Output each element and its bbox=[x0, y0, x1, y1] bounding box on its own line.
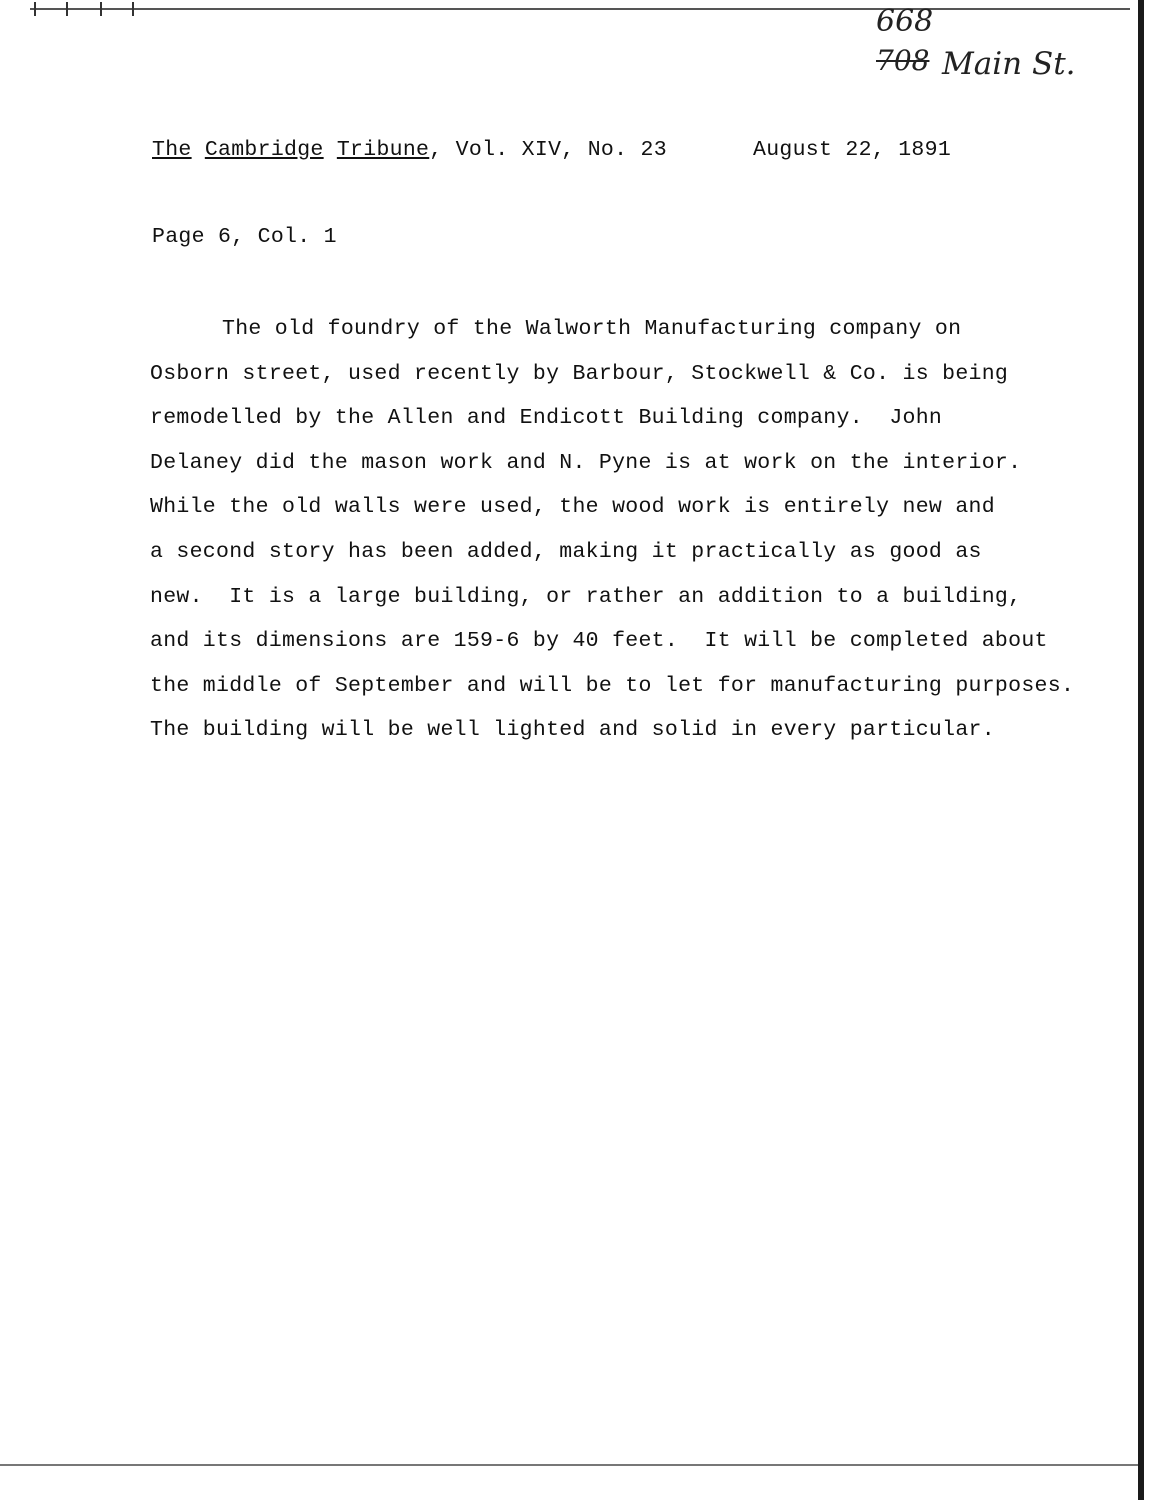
article-line: remodelled by the Allen and Endicott Building company. John bbox=[150, 406, 943, 431]
article-line: and its dimensions are 159-6 by 40 feet. It will be completed about bbox=[150, 629, 1048, 654]
article-line: Delaney did the mason work and N. Pyne is at work on the interior. bbox=[150, 450, 1022, 475]
page-reference: Page 6, Col. 1 bbox=[152, 225, 337, 249]
newspaper-title-word: Tribune bbox=[336, 138, 430, 162]
issue-info: , Vol. XIV, No. 23 bbox=[429, 138, 667, 162]
article-line: The old foundry of the Walworth Manufacturing company on bbox=[222, 317, 962, 341]
newspaper-citation bbox=[152, 138, 667, 162]
edge-tick bbox=[34, 2, 36, 16]
page-edge-right bbox=[1138, 0, 1144, 1500]
article-line: new. It is a large building, or rather an addition to a building, bbox=[150, 584, 1022, 609]
page-edge-bottom bbox=[0, 1464, 1138, 1466]
handwritten-address-annotation bbox=[876, 4, 1096, 94]
newspaper-title-word: Cambridge bbox=[204, 138, 324, 162]
handwritten-new-number: 668 bbox=[876, 4, 934, 39]
article-body bbox=[150, 314, 1110, 760]
handwritten-old-number: 708 bbox=[876, 44, 930, 77]
handwritten-street: Main St. bbox=[942, 46, 1076, 82]
publication-date: August 22, 1891 bbox=[753, 138, 952, 162]
edge-tick bbox=[100, 2, 102, 16]
article-line: a second story has been added, making it practically as good as bbox=[150, 539, 982, 564]
edge-tick bbox=[132, 2, 134, 16]
newspaper-title-word: The bbox=[152, 138, 192, 162]
article-line: the middle of September and will be to let for manufacturing purposes. bbox=[150, 673, 1075, 698]
article-line: The building will be well lighted and solid in every particular. bbox=[150, 718, 995, 743]
article-line: Osborn street, used recently by Barbour, Stockwell & Co. is being bbox=[150, 361, 1009, 386]
article-line: While the old walls were used, the wood work is entirely new and bbox=[150, 495, 995, 520]
edge-tick bbox=[66, 2, 68, 16]
